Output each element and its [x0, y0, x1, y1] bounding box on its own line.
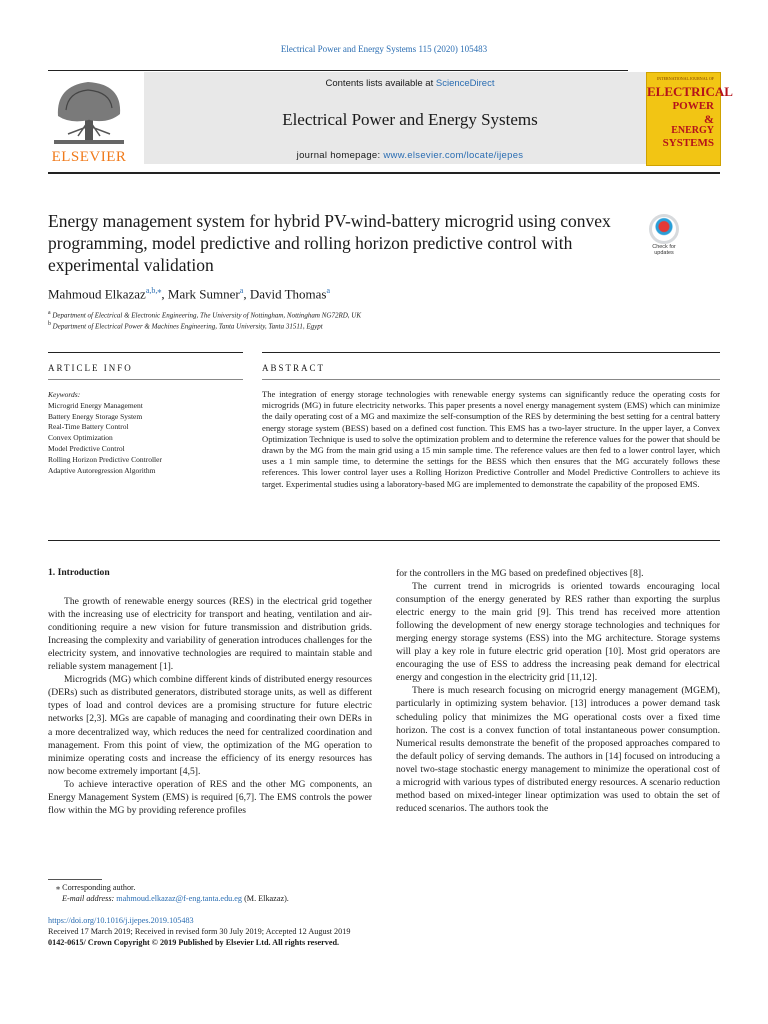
body-paragraph: To achieve interactive operation of RES and the other MG components, an Energy Management System (EMS) is required [6,7]. The EMS controls the power flow within the MG by providing reference profiles [48, 778, 372, 816]
article-info-subrule [48, 379, 243, 380]
affiliation-marker: a [48, 310, 51, 316]
footnotes [48, 882, 289, 904]
crossmark-label: Check for updates [652, 244, 676, 256]
section-heading: 1. Introduction [48, 567, 110, 578]
journal-reference[interactable]: Electrical Power and Energy Systems 115 (2020) 105483 [280, 44, 488, 54]
affiliation-marker: b [48, 321, 51, 327]
body-column-right [396, 567, 720, 815]
elsevier-logo[interactable] [48, 76, 130, 168]
contents-line [144, 78, 676, 89]
journal-cover[interactable] [646, 72, 733, 166]
elsevier-tree-icon [48, 76, 130, 148]
author-name[interactable]: David Thomas [249, 286, 327, 302]
affiliation-text: Department of Electrical Power & Machines Engineering, Tanta University, Tanta 31511, Egypt [52, 322, 323, 331]
keyword: Rolling Horizon Predictive Controller [48, 454, 162, 464]
journal-name: Electrical Power and Energy Systems [282, 110, 538, 129]
email-link[interactable]: mahmoud.elkazaz@f-eng.tanta.edu.eg [116, 894, 243, 903]
cover-line: INTERNATIONAL JOURNAL OF [656, 76, 714, 81]
cover-line: ELECTRICAL [647, 84, 733, 99]
abstract-heading: ABSTRACT [262, 363, 326, 373]
article-title: Energy management system for hybrid PV-wind-battery microgrid using convex programming, model predictive and rolling horizon predictive control with experimental validation [48, 211, 611, 275]
keyword: Convex Optimization [48, 433, 113, 443]
author-affiliation-marker[interactable]: a [326, 286, 331, 295]
keywords-block [48, 390, 162, 476]
publication-info [48, 915, 350, 948]
received-dates: Received 17 March 2019; Received in revised form 30 July 2019; Accepted 12 August 2019 [48, 927, 351, 936]
masthead-rule [48, 172, 720, 174]
masthead [48, 72, 768, 167]
body-column-left [48, 566, 372, 817]
body-paragraph: There is much research focusing on microgrid energy management (MGEM), particularly in optimizing system behavior. [13] introduces a power demand task scheduling policy that minimizes the MG operational costs over a fixed time horizon. The cost is a convex function of total instantaneous power consumption. Numerical results demonstrate the benefit of the proposed approaches compared to the default policy of serving demands. The authors in [14] focused on introducing a novel two-stage stochastic energy management to minimize the operational cost of a microgrid with various types of distributed energy resources. A scenario reduction method based on mixed-integer linear optimization was used to obtain the set of reduced scenarios. The authors took the [396, 685, 720, 814]
footnote-rule [48, 879, 102, 880]
cover-line: SYSTEMS [662, 137, 714, 149]
cover-line: ENERGY [671, 125, 714, 136]
email-line [48, 893, 289, 904]
author-name[interactable]: Mark Sumner [167, 286, 240, 302]
abstract-text: The integration of energy storage technologies with renewable energy systems can significantly reduce the operating costs for microgrids (MG) in future electricity networks. This paper presents a novel energy management system (EMS) which can minimize the daily operating cost of a MG and maximize the self-consumption of the RES by determining the best setting for a central battery energy storage system (BESS) based on a defined cost function. This EMS has a two-layer structure. In the upper layer, a Convex Optimization Technique is used to solve the optimization problem and to determine the reference values for the power that should be drawn by the MG from the main grid using a 15 min sample time. The reference values are then fed to a lower control layer, which uses a 1 min sample time, to determine the settings for the BESS which then ensures that the MG accurately follows these references. This lower control layer uses a Rolling Horizon Predictive Controller and Model Predictive Controllers to achieve its target. Experimental studies using a laboratory-based MG are implemented to demonstrate the capability of the proposed EMS. [262, 389, 720, 489]
body-paragraph: The growth of renewable energy sources (RES) in the electrical grid together with the increasing use of electricity for transport and heating, ventilation and air-conditioning require a new vision for future transmission and distribution grids. Increasing the complexity and variability of generation introduces challenges for the electricity system, and innovative technologies are required to maintain stable and reliable system management [1]. [48, 596, 372, 673]
email-suffix: (M. Elkazaz). [242, 894, 289, 903]
author-name[interactable]: Mahmoud Elkazaz [48, 286, 146, 302]
article-info-rule [48, 352, 243, 353]
abstract-subrule [262, 379, 720, 380]
doi-link[interactable]: https://doi.org/10.1016/j.ijepes.2019.105483 [48, 916, 194, 925]
author-affiliation-marker[interactable]: a,b,⁎ [145, 286, 162, 295]
article-info-heading: ARTICLE INFO [48, 363, 133, 373]
check-for-updates-badge[interactable] [646, 214, 682, 256]
crossmark-icon [649, 214, 679, 244]
copyright-line: 0142-0615/ Crown Copyright © 2019 Published by Elsevier Ltd. All rights reserved. [48, 938, 340, 947]
body-paragraph: for the controllers in the MG based on predefined objectives [8]. [396, 568, 644, 579]
affiliation-text: Department of Electrical & Electronic Engineering, The University of Nottingham, Nottingham NG72RD, UK [52, 311, 362, 320]
author-list: Mahmoud Elkazaz$^{a,b,⁎}$, Mark Sumner$^a$, David Thomas$^a$ [48, 286, 331, 302]
body-rule [48, 540, 720, 541]
abstract-rule [262, 352, 720, 353]
author-affiliation-marker[interactable]: a [239, 286, 244, 295]
keyword: Battery Energy Storage System [48, 411, 143, 421]
keyword: Real-Time Battery Control [48, 422, 129, 432]
sciencedirect-link[interactable]: ScienceDirect [435, 78, 495, 89]
keyword: Adaptive Autoregression Algorithm [48, 465, 156, 475]
affiliation [48, 321, 323, 330]
cover-line: POWER [672, 100, 714, 112]
corresponding-author-note: ⁎ Corresponding author. [56, 883, 136, 892]
keyword: Model Predictive Control [48, 443, 125, 453]
affiliation [48, 310, 361, 319]
elsevier-wordmark: ELSEVIER [51, 149, 127, 165]
contents-prefix: Contents lists available at [325, 78, 436, 89]
keyword: Microgrid Energy Management [48, 400, 143, 410]
body-paragraph: Microgrids (MG) which combine different kinds of distributed energy resources (DERs) such as distributed generators, distributed storage units, as well as different types of load and control devices are a promising structure for future electric networks [2,3]. MGs are capable of managing and coordinating their own DERs in a more decentralized way, which reduces the need for centralized coordination and management. From this point of view, the optimization of the MG operation to minimize operating costs and increase the efficiency of its energy resources has now become extremely important [4,5]. [48, 674, 372, 777]
body-paragraph: The current trend in microgrids is oriented towards encouraging local consumption of the energy generated by RES rather than exporting the surplus electric energy to the main grid [9]. This trend has received more attention following the development of new energy storage technologies and techniques for merging energy storage systems (ESS) into the MG architecture. Storage systems will play a key role in future electric grid operation [10]. Most grid operators are encouraging the use of ESS to address the increasing peak demand for electrical energy and congestion in the electricity grid [11,12]. [396, 581, 720, 684]
keywords-label: Keywords: [48, 390, 81, 399]
header-rule [48, 70, 628, 71]
cover-line: & [704, 112, 714, 126]
homepage-link[interactable]: www.elsevier.com/locate/ijepes [383, 150, 524, 161]
journal-banner [144, 72, 676, 164]
homepage-prefix: journal homepage: [296, 150, 384, 161]
email-label: E-mail address: [62, 894, 117, 903]
journal-homepage [144, 150, 676, 161]
